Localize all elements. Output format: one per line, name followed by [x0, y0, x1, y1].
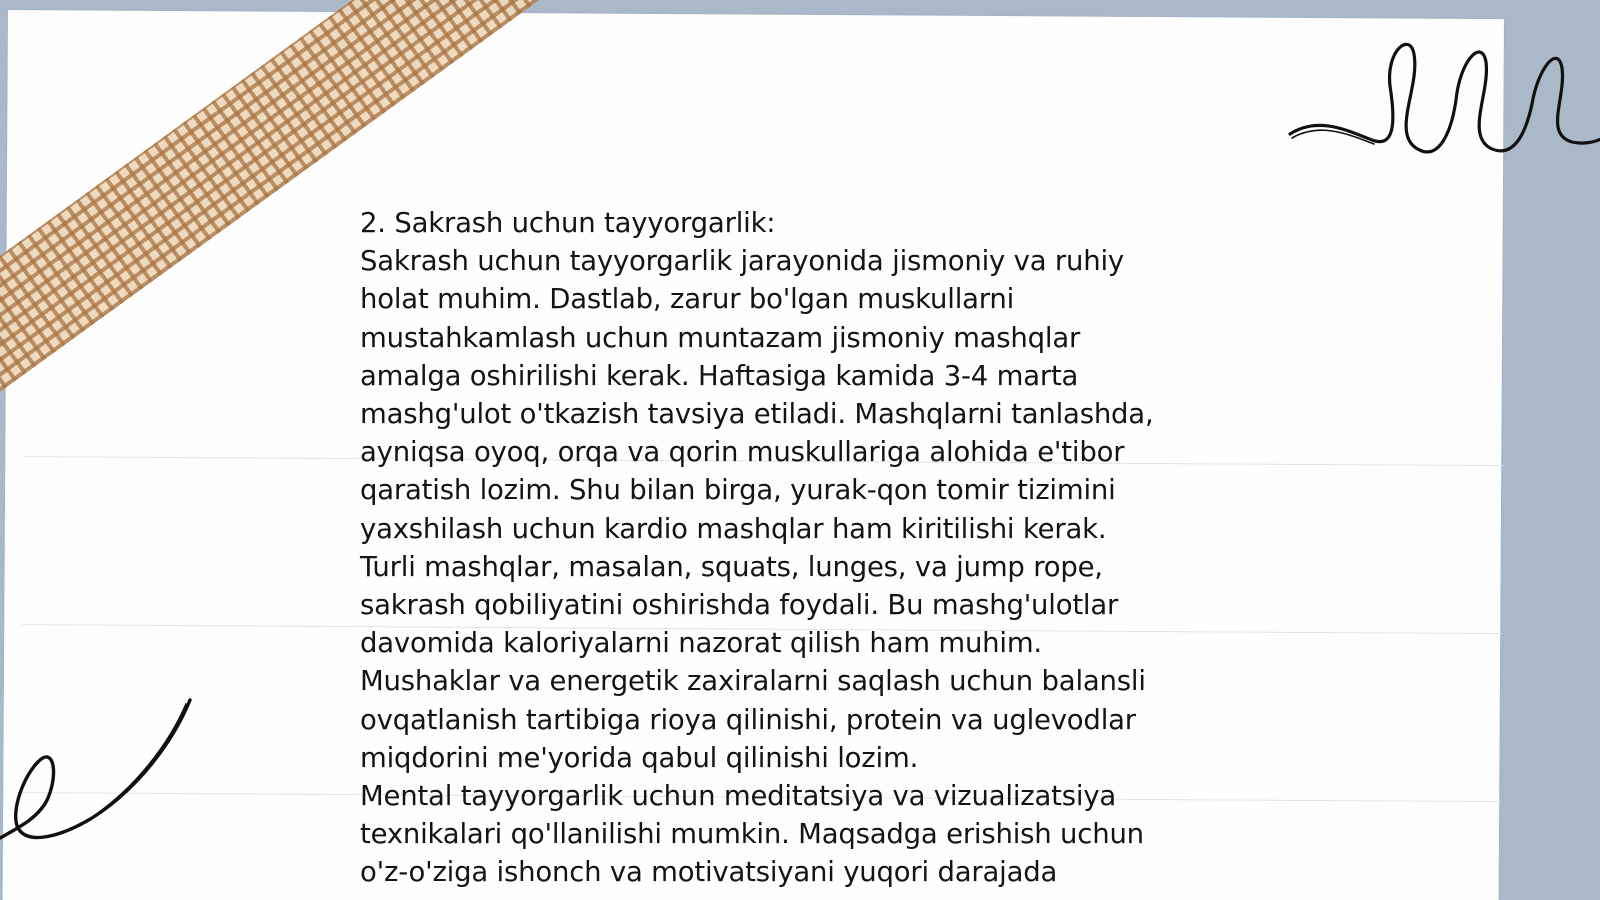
paragraph-line: miqdorini me'yorida qabul qilinishi lozim. — [360, 741, 919, 774]
paragraph-line: texnikalari qo'llanilishi mumkin. Maqsadga erishish uchun — [360, 818, 1144, 851]
paragraph-line: Turli mashqlar, masalan, squats, lunges, va jump rope, — [360, 550, 1103, 583]
paragraph-line: ovqatlanish tartibiga rioya qilinishi, protein va uglevodlar — [360, 703, 1136, 736]
swirl-scribble-icon — [0, 690, 206, 850]
loop-scribble-icon — [1290, 30, 1600, 170]
section-heading: 2. Sakrash uchun tayyorgarlik: — [360, 207, 776, 239]
paragraph-line: holat muhim. Dastlab, zarur bo'lgan muskullarni — [360, 283, 1015, 316]
paragraph-line: amalga oshirilishi kerak. Haftasiga kamida 3-4 marta — [360, 359, 1079, 392]
paragraph-line: ayniqsa oyoq, orqa va qorin muskullariga alohida e'tibor — [360, 436, 1125, 469]
paragraph-line: davomida kaloriyalarni nazorat qilish ham muhim. — [360, 627, 1042, 660]
body-text-block — [360, 204, 1260, 892]
paragraph-line: qaratish lozim. Shu bilan birga, yurak-qon tomir tizimini — [360, 474, 1116, 507]
paragraph-line: Sakrash uchun tayyorgarlik jarayonida jismoniy va ruhiy — [360, 245, 1124, 278]
paragraph-line: Mushaklar va energetik zaxiralarni saqlash uchun balansli — [360, 665, 1146, 698]
paragraph-line: Mental tayyorgarlik uchun meditatsiya va vizualizatsiya — [360, 780, 1117, 813]
paragraph-line: mashg'ulot o'tkazish tavsiya etiladi. Mashqlarni tanlashda, — [360, 398, 1154, 431]
paragraph-line: yaxshilash uchun kardio mashqlar ham kiritilishi kerak. — [360, 512, 1107, 545]
paragraph-line: mustahkamlash uchun muntazam jismoniy mashqlar — [360, 321, 1081, 354]
paragraph-line: o'z-o'ziga ishonch va motivatsiyani yuqori darajada — [360, 856, 1058, 889]
paragraph-line: sakrash qobiliyatini oshirishda foydali. Bu mashg'ulotlar — [360, 589, 1119, 622]
